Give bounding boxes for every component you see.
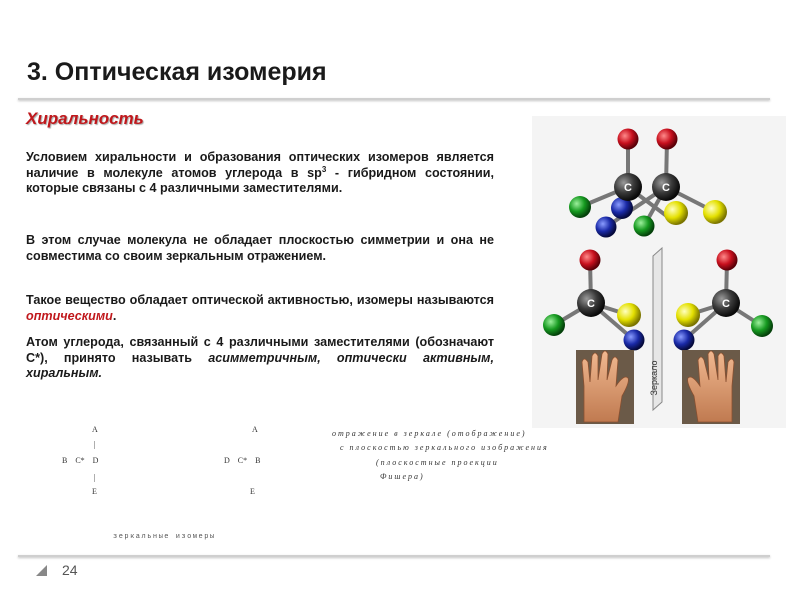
paragraph-text: Атом углерода, связанный с 4 различными заместителями (обозначают С*), принято называть — [26, 335, 494, 365]
formula-right-top: A — [252, 425, 258, 434]
formula-caption: (плоскостные проекции — [376, 458, 499, 467]
formula-left-bar: | — [94, 440, 96, 449]
carbon-label: C — [662, 182, 670, 194]
page-number: 24 — [62, 562, 78, 578]
blue-atom — [596, 217, 617, 238]
formula-right-bottom: E — [250, 487, 255, 496]
blue-atom — [624, 330, 645, 351]
red-atom — [580, 250, 601, 271]
formula-left-middle: B C* D — [62, 456, 99, 465]
superscript: 3 — [321, 164, 327, 174]
green-atom — [543, 314, 565, 336]
formula-left-bar: | — [94, 473, 96, 482]
yellow-atom — [617, 303, 641, 327]
paragraph-text: Условием хиральности и образования оптических изомеров является наличие в молекуле атомов углерода в sp — [26, 150, 494, 180]
green-atom — [751, 315, 773, 337]
blue-atom — [674, 330, 695, 351]
mirror-label: Зеркало — [649, 360, 659, 396]
paragraph-optical-activity — [26, 293, 494, 324]
formula-right-middle: D C* B — [224, 456, 261, 465]
italic-term: асимметричным, оптически активным, хиральным. — [26, 350, 494, 380]
footer-divider — [18, 555, 770, 557]
green-atom — [569, 196, 591, 218]
red-atom — [657, 129, 678, 150]
yellow-atom — [676, 303, 700, 327]
paragraph-text: Такое вещество обладает оптической активностью, изомеры называются — [26, 293, 494, 307]
formula-left-top: A — [92, 425, 98, 434]
page-marker-icon — [36, 565, 47, 576]
formula-caption: Фишера) — [380, 472, 425, 481]
title-divider — [18, 98, 770, 100]
paragraph-text: . — [112, 308, 117, 323]
paragraph-text: - гибридном состоянии, которые связаны с 4 различными заместителями. — [26, 165, 494, 195]
formula-footnote: зеркальные изомеры — [113, 533, 216, 541]
paragraph-no-symmetry: В этом случае молекула не обладает плоскостью симметрии и она не совместима со своим зеркальным отражением. — [26, 233, 494, 263]
right-hand-image — [682, 350, 740, 424]
yellow-atom — [664, 201, 688, 225]
highlighted-term: оптическими — [26, 308, 113, 323]
formula-caption: отражение в зеркале (отображение) — [332, 429, 527, 438]
formula-caption: с плоскостью зеркального изображения — [340, 443, 549, 452]
carbon-label: C — [587, 298, 595, 310]
paragraph-asymmetric-carbon — [26, 335, 494, 382]
paragraph-chirality-condition — [26, 150, 494, 197]
red-atom — [717, 250, 738, 271]
carbon-label: C — [722, 298, 730, 310]
yellow-atom — [703, 200, 727, 224]
formula-left-bottom: E — [92, 487, 97, 496]
red-atom — [618, 129, 639, 150]
left-hand-image — [576, 350, 634, 424]
green-atom — [634, 216, 655, 237]
carbon-label: C — [624, 182, 632, 194]
chiral-molecules-figure — [532, 116, 786, 428]
section-subheading: Хиральность — [26, 109, 144, 128]
slide-title: 3. Оптическая изомерия — [27, 58, 327, 86]
